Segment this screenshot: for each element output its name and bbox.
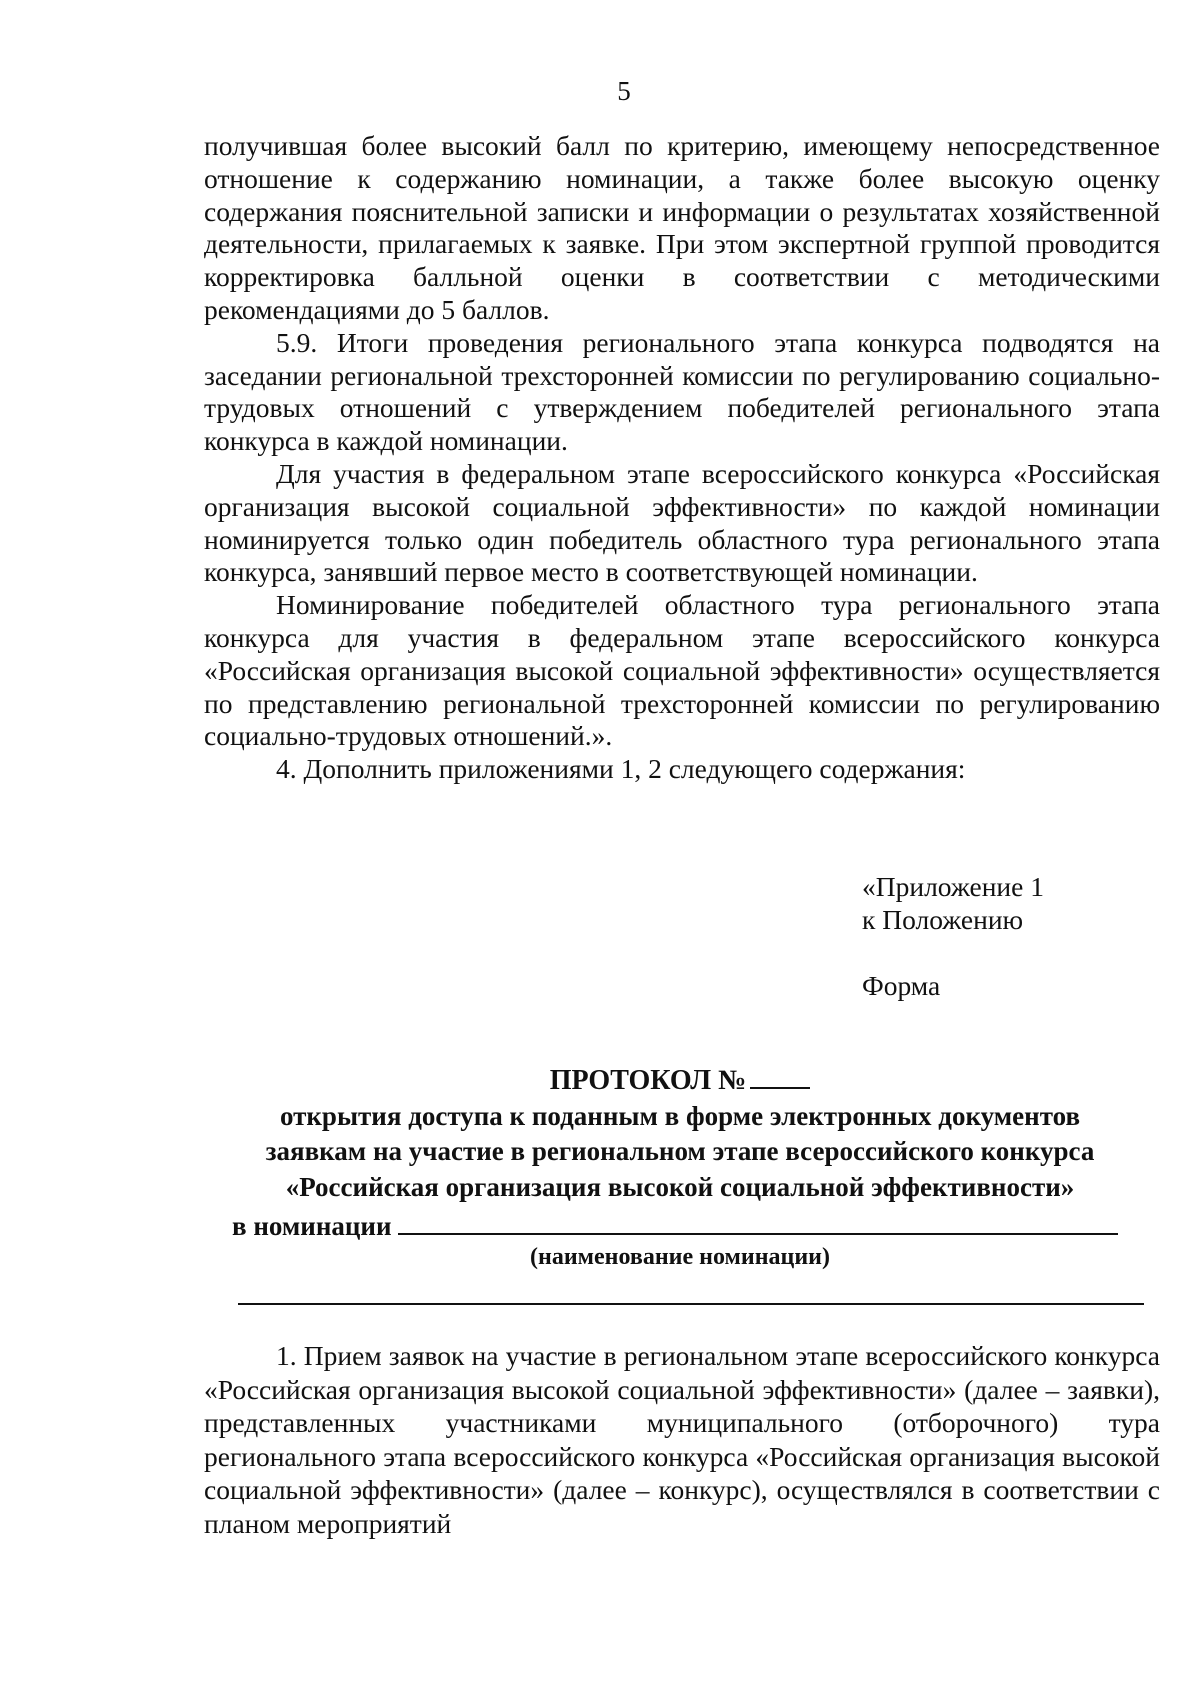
body-text-section-1 <box>204 1339 1160 1540</box>
protocol-subtitle-line-2: заявкам на участие в региональном этапе всероссийского конкурса <box>265 1136 1095 1166</box>
protocol-heading <box>200 1063 1160 1205</box>
appendix-number: «Приложение 1 <box>862 871 1044 902</box>
protocol-subtitle-line-1: открытия доступа к поданным в форме электронных документов <box>279 1100 1081 1131</box>
appendix-header <box>862 870 1044 1002</box>
paragraph-section-1: 1. Прием заявок на участие в региональном этапе всероссийского конкурса «Российская организация высокой социальной эффективности» (далее – заявки), представленных участниками муниципального (отборочного) тура регионального этапа всероссийского конкурса «Российская организация высокой социальной эффективности» (далее – конкурс), осуществлялся в соответствии с планом мероприятий <box>204 1340 1160 1539</box>
nomination-blank <box>398 1209 1118 1235</box>
protocol-subtitle-line-3: «Российская организация высокой социальной эффективности» <box>285 1171 1075 1202</box>
page-number: 5 <box>617 76 631 106</box>
nomination-label: в номинации <box>232 1211 392 1241</box>
protocol-title-text: ПРОТОКОЛ № <box>549 1065 747 1096</box>
nomination-row <box>232 1209 1118 1244</box>
paragraph-nomination: Номинирование победителей областного тура регионального этапа конкурса для участия в федеральном этапе всероссийского конкурса «Российская организация высокой социальной эффективности» осуществляется по представлению региональной трехсторонней комиссии по регулированию социально-трудовых отношений.». <box>204 589 1160 752</box>
protocol-title <box>200 1063 1160 1099</box>
separator-line <box>238 1303 1144 1305</box>
paragraph-5-9: 5.9. Итоги проведения регионального этапа конкурса подводятся на заседании региональной трехсторонней комиссии по регулированию социально-трудовых отношений с утверждением победителей регионального этапа конкурса в каждой номинации. <box>204 326 1160 457</box>
nomination-caption: (наименование номинации) <box>530 1244 830 1270</box>
paragraph-item-4: 4. Дополнить приложениями 1, 2 следующего содержания: <box>276 753 966 785</box>
appendix-reference: к Положению <box>862 904 1024 935</box>
form-label: Форма <box>862 970 941 1001</box>
body-text-top <box>204 130 1160 786</box>
protocol-number-blank <box>750 1065 810 1089</box>
paragraph-federal-stage: Для участия в федеральном этапе всероссийского конкурса «Российская организация высокой социальной эффективности» по каждой номинации номинируется только один победитель областного тура регионального этапа конкурса, занявший первое место в соответствующей номинации. <box>204 457 1160 588</box>
paragraph-criteria: получившая более высокий балл по критерию, имеющему непосредственное отношение к содержанию номинации, а также более высокую оценку содержания пояснительной записки и информации о результатах хозяйственной деятельности, прилагаемых к заявке. При этом экспертной группой проводится корректировка балльной оценки в соответствии с методическими рекомендациями до 5 баллов. <box>204 130 1160 325</box>
